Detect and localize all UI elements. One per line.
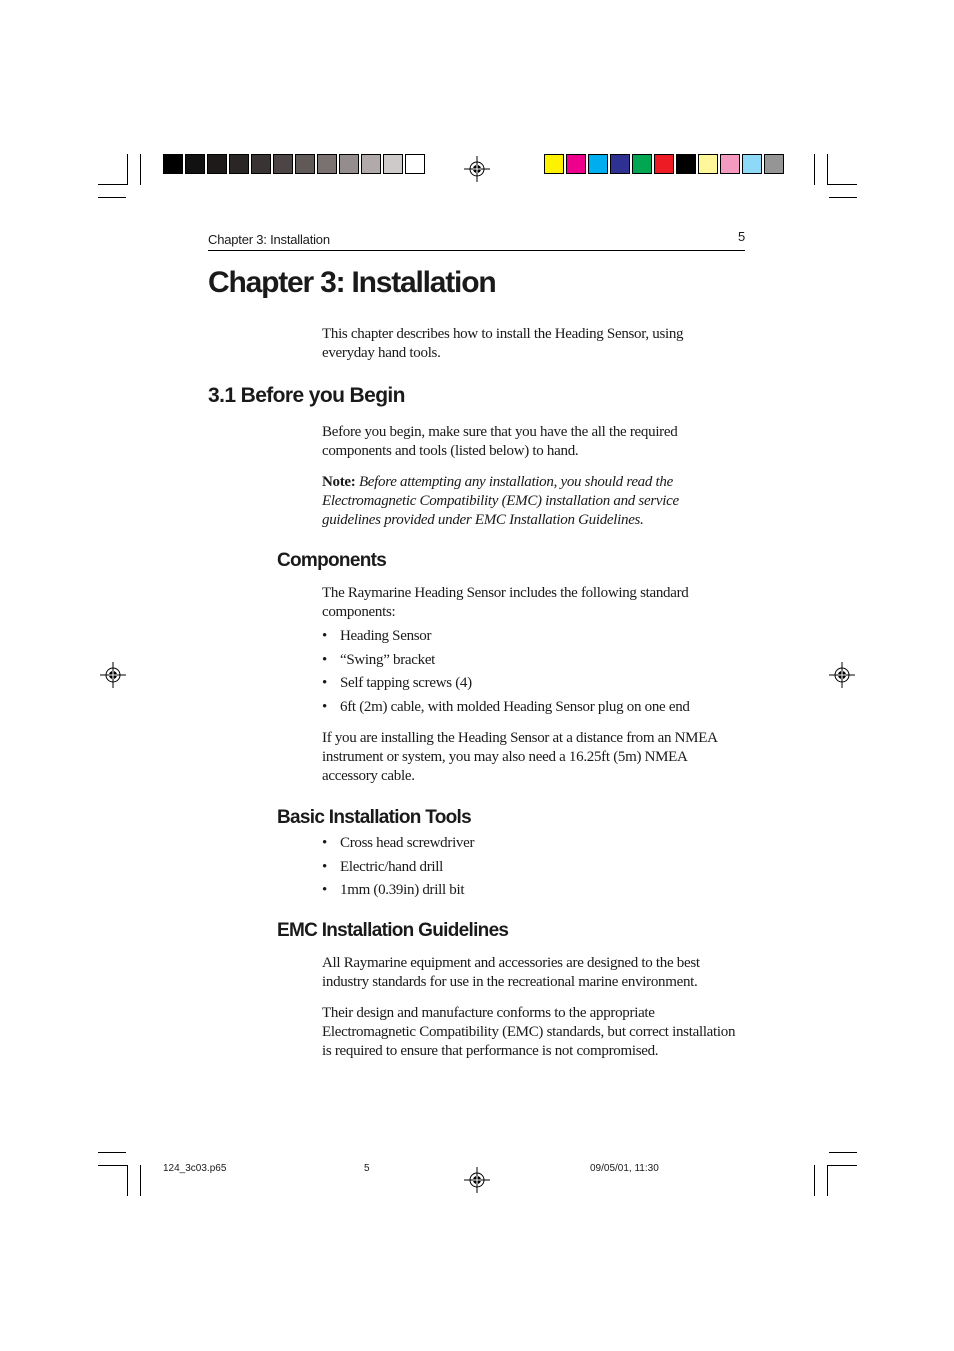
components-heading: Components <box>277 550 387 571</box>
registration-mark-bottom-icon <box>464 1167 490 1193</box>
tools-list <box>322 834 474 905</box>
gray-swatch <box>163 154 183 174</box>
color-swatch <box>566 154 586 174</box>
section-title: 3.1 Before you Begin <box>208 384 405 407</box>
registration-mark-right-icon <box>829 662 855 688</box>
gray-swatch <box>273 154 293 174</box>
emc-paragraph-1: All Raymarine equipment and accessories are designed to the best industry standards for use in the recreational marine environment. <box>322 955 700 990</box>
bullet-icon: • <box>322 882 327 899</box>
slug-filename: 124_3c03.p65 <box>163 1163 227 1174</box>
color-swatch <box>698 154 718 174</box>
chapter-intro: This chapter describes how to install the Heading Sensor, using everyday hand tools. <box>322 326 684 361</box>
components-outro: If you are installing the Heading Sensor at a distance from an NMEA instrument or system, you may also need a 16.25ft (5m) NMEA accessory cable. <box>322 730 717 784</box>
bullet-icon: • <box>322 698 327 715</box>
emc-paragraph-2: Their design and manufacture conforms to the appropriate Electromagnetic Compatibility (EMC) standards, but correct installation is required to ensure that performance is not compromised. <box>322 1005 736 1059</box>
color-swatch <box>588 154 608 174</box>
note-text: Before attempting any installation, you should read the Electromagnetic Compatibility (EMC) installation and service guidelines provided under EMC Installation Guidelines. <box>322 474 679 528</box>
tools-heading: Basic Installation Tools <box>277 807 471 828</box>
list-item: • “Swing” bracket <box>322 651 436 668</box>
components-intro: The Raymarine Heading Sensor includes the following standard components: <box>322 585 689 620</box>
process-color-bar <box>544 154 786 174</box>
gray-swatch <box>295 154 315 174</box>
color-swatch <box>676 154 696 174</box>
gray-swatch <box>317 154 337 174</box>
list-item: • 1mm (0.39in) drill bit <box>322 882 465 899</box>
gray-swatch <box>383 154 403 174</box>
gray-swatch <box>207 154 227 174</box>
gray-swatch <box>405 154 425 174</box>
bullet-icon: • <box>322 628 327 644</box>
gray-swatch <box>251 154 271 174</box>
slug-page: 5 <box>364 1163 370 1174</box>
gray-swatch <box>229 154 249 174</box>
list-item: • Self tapping screws (4) <box>322 675 472 692</box>
bullet-icon: • <box>322 858 327 875</box>
emc-heading: EMC Installation Guidelines <box>277 920 509 941</box>
bullet-icon: • <box>322 675 327 692</box>
header-rule <box>208 250 745 251</box>
color-swatch <box>654 154 674 174</box>
color-swatch <box>742 154 762 174</box>
components-list <box>322 627 690 721</box>
gray-swatch <box>185 154 205 174</box>
registration-mark-left-icon <box>100 662 126 688</box>
color-swatch <box>610 154 630 174</box>
note-paragraph <box>322 473 717 530</box>
color-swatch <box>544 154 564 174</box>
chapter-title: Chapter 3: Installation <box>208 266 496 299</box>
gray-swatch <box>361 154 381 174</box>
section-paragraph: Before you begin, make sure that you have the all the required components and tools (listed below) to hand. <box>322 424 678 459</box>
list-item: • Electric/hand drill <box>322 858 444 875</box>
page-number: 5 <box>738 229 746 244</box>
slug-datetime: 09/05/01, 11:30 <box>590 1163 659 1174</box>
list-item: • 6ft (2m) cable, with molded Heading Sensor plug on one end <box>322 698 690 715</box>
gray-swatch <box>339 154 359 174</box>
list-item: • Heading Sensor <box>322 628 432 644</box>
gray-color-bar <box>163 154 427 174</box>
bullet-icon: • <box>322 835 327 851</box>
color-swatch <box>764 154 784 174</box>
bullet-icon: • <box>322 651 327 668</box>
note-label: Note: <box>322 474 356 490</box>
color-swatch <box>720 154 740 174</box>
running-header: Chapter 3: Installation <box>208 232 330 247</box>
list-item: • Cross head screwdriver <box>322 835 475 851</box>
registration-mark-top-icon <box>464 156 490 182</box>
color-swatch <box>632 154 652 174</box>
